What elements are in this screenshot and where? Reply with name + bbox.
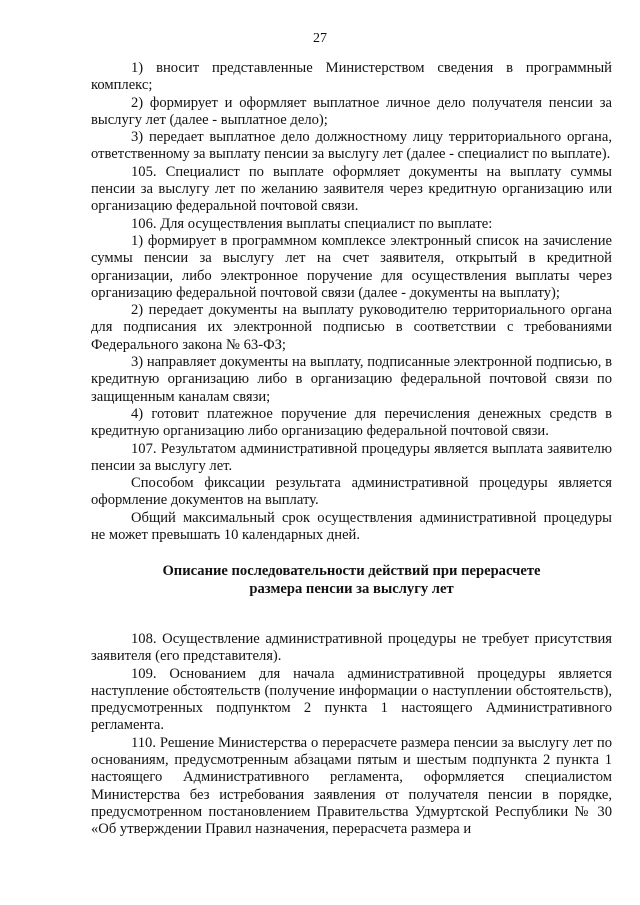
paragraph: Способом фиксации результата административной процедуры является оформление документов на выплату.	[91, 475, 612, 509]
section-heading-line: размера пенсии за выслугу лет	[249, 580, 454, 597]
paragraph: 3) передает выплатное дело должностному лицу территориального органа, ответственному за выплату пенсии за выслугу лет (далее - специалист по выплате).	[91, 129, 612, 163]
paragraph: 3) направляет документы на выплату, подписанные электронной подписью, в кредитную организацию либо в организацию федеральной почтовой связи по защищенным каналам связи;	[91, 354, 612, 405]
paragraph: 1) формирует в программном комплексе электронный список на зачисление суммы пенсии за выслугу лет на счет заявителя, открытый в кредитной организации, либо электронное поручение для осуществления выплаты через организацию федеральной почтовой связи (далее - документы на выплату);	[91, 232, 612, 301]
paragraph: 110. Решение Министерства о перерасчете размера пенсии за выслугу лет по основаниям, предусмотренным абзацами пятым и шестым подпункта 2 пункта 1 настоящего Административного регламента, оформляется специалистом Министерства без истребования заявления от получателя пенсии в порядке, предусмотренном постановлением Правительства Удмуртской Республики № 30 «Об утверждении Правил назначения, перерасчета размера и	[91, 734, 612, 838]
paragraph: Общий максимальный срок осуществления административной процедуры не может превышать 10 календарных дней.	[91, 509, 612, 544]
paragraph: 105. Специалист по выплате оформляет документы на выплату суммы пенсии за выслугу лет по желанию заявителя через кредитную организацию или организацию федеральной почтовой связи.	[91, 163, 612, 215]
body-text	[91, 60, 612, 838]
page-number: 27	[313, 31, 327, 46]
section-heading-line: Описание последовательности действий при перерасчете	[162, 563, 541, 580]
paragraph: 109. Основанием для начала административной процедуры является наступление обстоятельств (получение информации о наступлении обстоятельств), предусмотренных подпунктом 2 пункта 1 настоящего Административного регламента.	[91, 665, 612, 734]
paragraph: 108. Осуществление административной процедуры не требует присутствия заявителя (его представителя).	[91, 630, 612, 665]
section-heading	[91, 563, 612, 598]
paragraph: 4) готовит платежное поручение для перечисления денежных средств в кредитную организацию либо организацию федеральной почтовой связи.	[91, 405, 612, 440]
paragraph: 107. Результатом административной процедуры является выплата заявителю пенсии за выслугу лет.	[91, 440, 612, 474]
paragraph: 1) вносит представленные Министерством сведения в программный комплекс;	[91, 60, 612, 94]
paragraph: 106. Для осуществления выплаты специалист по выплате:	[131, 215, 493, 232]
paragraph: 2) передает документы на выплату руководителю территориального органа для подписания их электронной подписью в соответствии с требованиями Федерального закона № 63-ФЗ;	[91, 302, 612, 353]
paragraph: 2) формирует и оформляет выплатное личное дело получателя пенсии за выслугу лет (далее - выплатное дело);	[91, 94, 612, 128]
